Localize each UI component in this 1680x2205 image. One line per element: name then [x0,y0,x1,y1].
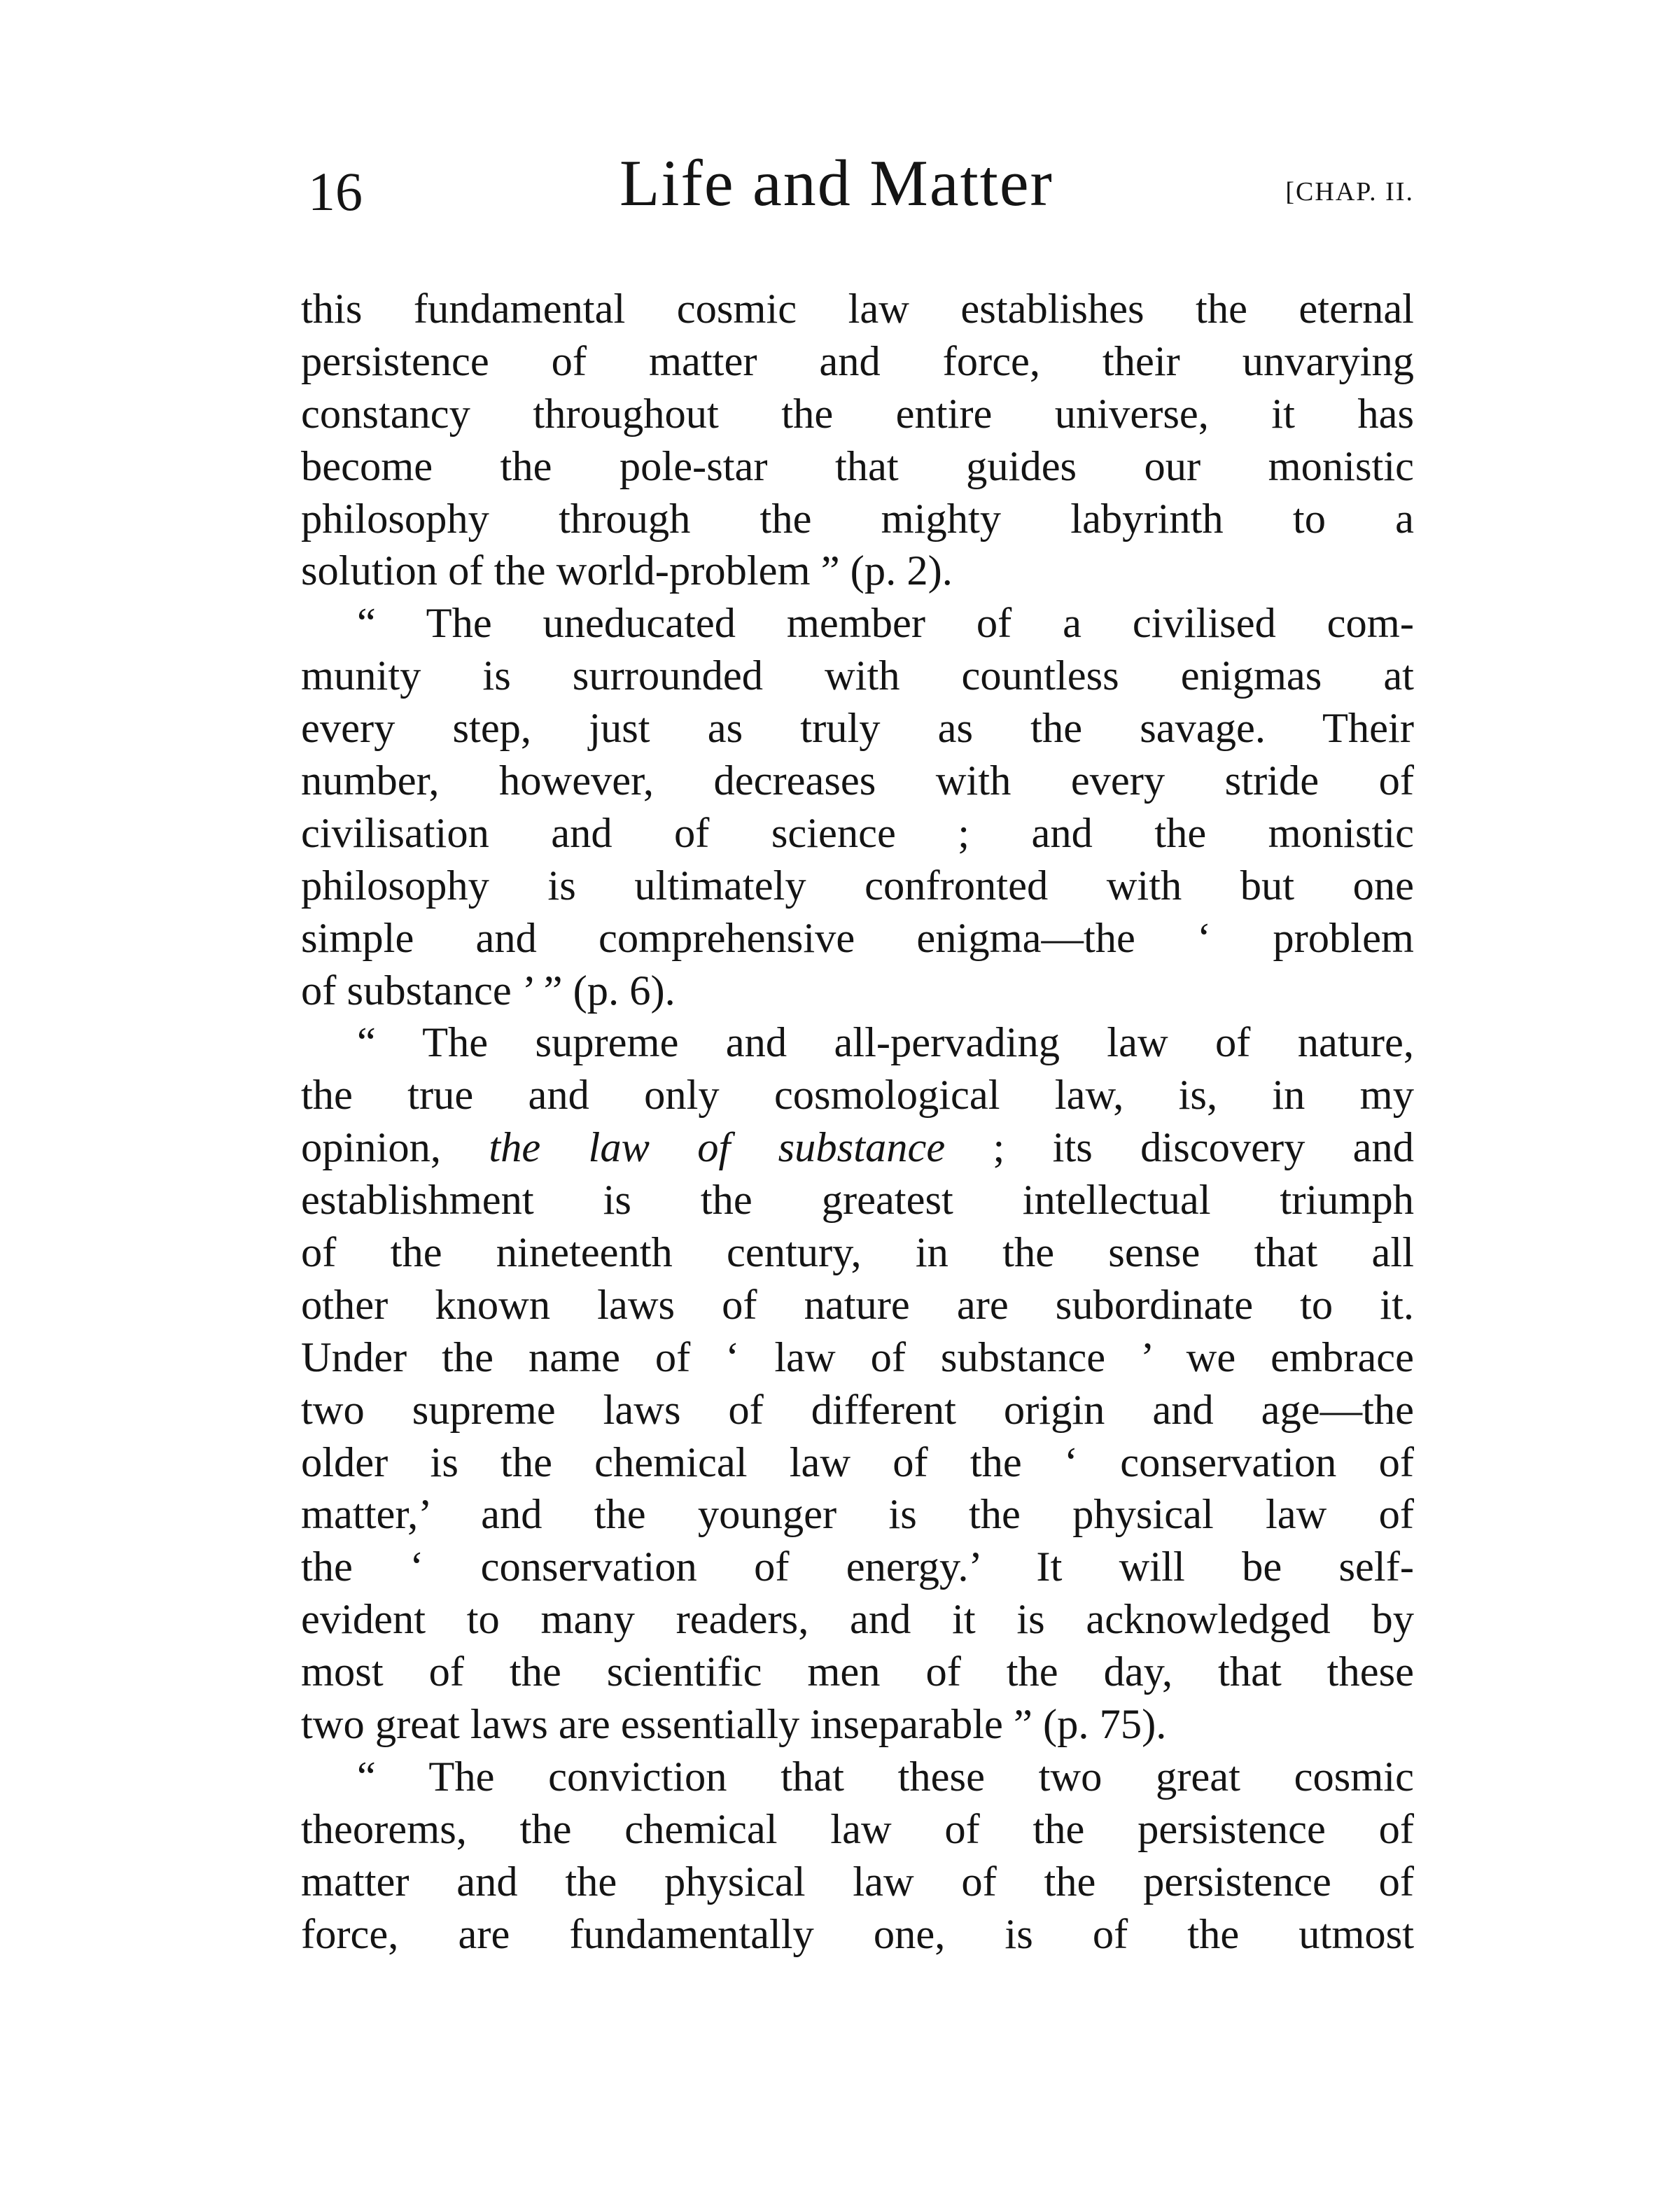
text-line: philosophy is ultimately confronted with but one [301,862,1414,909]
text-line: simple and comprehensive enigma—the ‘ problem [301,914,1414,962]
text-line: Under the name of ‘ law of substance ’ we embrace [301,1334,1414,1381]
text-line: number, however, decreases with every stride of [301,757,1414,805]
text-line: older is the chemical law of the ‘ conservation of [301,1438,1414,1486]
text-line: become the pole-star that guides our monistic [301,442,1414,490]
text-line: the ‘ conservation of energy.’ It will be self- [301,1544,1414,1591]
text-line: civilisation and of science ; and the monistic [301,809,1414,857]
text-line: of substance ’ ” (p. 6). [301,967,676,1014]
text-line: philosophy through the mighty labyrinth to a [301,495,1414,542]
text-line: “ The supreme and all-pervading law of nature, [357,1019,1414,1067]
text-run: ; its discovery and [945,1124,1414,1172]
running-header [301,147,1414,234]
text-line: two great laws are essentially inseparable ” (p. 75). [301,1701,1167,1749]
text-line: this fundamental cosmic law establishes the eternal [301,286,1414,332]
text-line: “ The uneducated member of a civilised com- [357,600,1414,648]
text-line: of the nineteenth century, in the sense that all [301,1229,1414,1277]
text-line: establishment is the greatest intellectual triumph [301,1177,1414,1224]
text-line: most of the scientific men of the day, that these [301,1648,1414,1696]
text-line: matter and the physical law of the persistence of [301,1858,1414,1905]
text-line [301,1122,1414,1175]
chapter-reference: [CHAP. II. [1285,177,1414,206]
text-line: force, are fundamentally one, is of the utmost [301,1910,1414,1958]
text-run: opinion, [301,1124,489,1172]
text-line: “ The conviction that these two great cosmic [357,1753,1414,1800]
text-line: persistence of matter and force, their unvarying [301,337,1414,385]
text-line: matter,’ and the younger is the physical law of [301,1491,1414,1539]
text-line: munity is surrounded with countless enigmas at [301,652,1414,700]
italic-text-run: the law of substance [489,1124,946,1172]
running-title: Life and Matter [620,147,1054,220]
text-line: two supreme laws of different origin and age—the [301,1386,1414,1434]
text-line: solution of the world-problem ” (p. 2). [301,547,953,595]
body-text [301,284,1414,1961]
text-line: other known laws of nature are subordinate to it. [301,1281,1414,1329]
text-line: the true and only cosmological law, is, in my [301,1072,1414,1119]
page-number: 16 [308,161,363,222]
text-line: every step, just as truly as the savage. Their [301,705,1414,752]
text-line: theorems, the chemical law of the persistence of [301,1805,1414,1853]
text-line: constancy throughout the entire universe, it has [301,390,1414,438]
text-line: evident to many readers, and it is acknowledged by [301,1596,1414,1644]
